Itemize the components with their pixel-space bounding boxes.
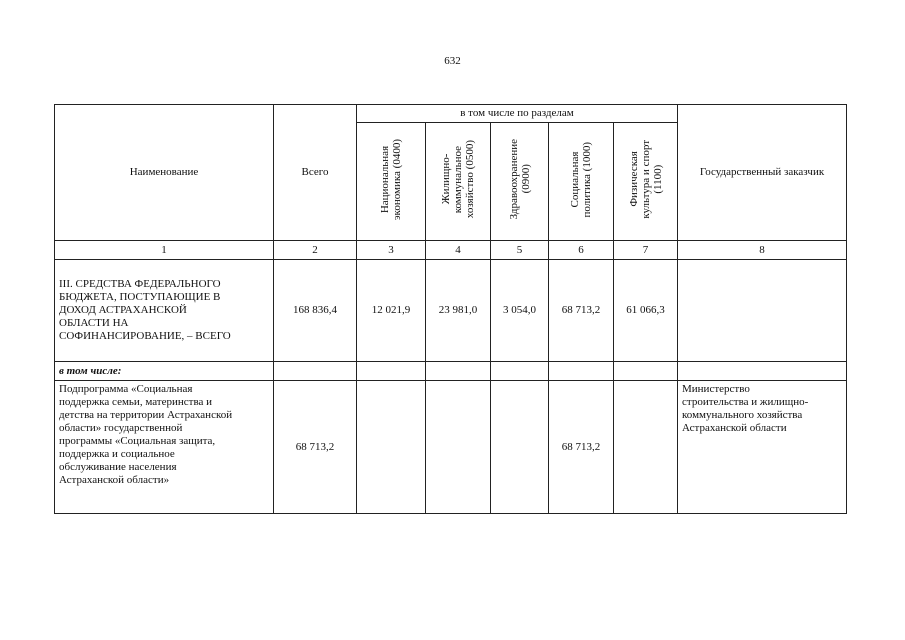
row-value-0400 [357,381,426,514]
row-value-0400: 12 021,9 [357,260,426,362]
row-value-0500 [426,381,491,514]
header-section-0400-label: Национальная экономика (0400) [379,138,403,221]
empty-cell [491,362,549,381]
header-section-0900 [491,123,549,241]
row-value-1100 [614,381,678,514]
page-number: 632 [444,55,461,67]
empty-cell [274,362,357,381]
column-number: 1 [55,241,274,260]
column-number: 6 [549,241,614,260]
header-section-1000-label: Социальная политика (1000) [569,141,593,218]
header-section-1000 [549,123,614,241]
empty-cell [426,362,491,381]
column-number: 5 [491,241,549,260]
row-name: Подпрограмма «Социальная поддержка семьи, материнства и детства на территории Астраханской области» государственной программы «Социальная защита, поддержка и социальное обслуживание населения Астраханской области» [55,381,274,514]
row-value-0900: 3 054,0 [491,260,549,362]
header-section-1100 [614,123,678,241]
column-number-row [55,241,847,260]
header-name: Наименование [55,105,274,241]
header-section-0500 [426,123,491,241]
header-total: Всего [274,105,357,241]
header-section-1100-label: Физическая культура и спорт (1100) [627,140,664,219]
row-total: 168 836,4 [274,260,357,362]
empty-cell [678,362,847,381]
row-customer: Министерство строительства и жилищно- коммунального хозяйства Астраханской области [678,381,847,514]
including-label: в том числе: [55,362,274,381]
column-number: 3 [357,241,426,260]
column-number: 2 [274,241,357,260]
table-row-federal-total [55,260,847,362]
row-customer [678,260,847,362]
header-section-0500-label: Жилищно- коммунальное хозяйство (0500) [440,140,476,219]
row-value-0500: 23 981,0 [426,260,491,362]
table-row-including [55,362,847,381]
column-number: 4 [426,241,491,260]
header-section-0400 [357,123,426,241]
empty-cell [357,362,426,381]
empty-cell [614,362,678,381]
row-total: 68 713,2 [274,381,357,514]
header-section-0900-label: Здравоохранение (0900) [507,139,532,220]
header-customer: Государственный заказчик [678,105,847,241]
row-value-0900 [491,381,549,514]
header-sections-group: в том числе по разделам [357,105,678,123]
row-value-1000: 68 713,2 [549,381,614,514]
budget-table [54,104,847,514]
empty-cell [549,362,614,381]
column-number: 7 [614,241,678,260]
column-number: 8 [678,241,847,260]
table-row-subprogram [55,381,847,514]
row-value-1100: 61 066,3 [614,260,678,362]
row-value-1000: 68 713,2 [549,260,614,362]
row-name: III. СРЕДСТВА ФЕДЕРАЛЬНОГО БЮДЖЕТА, ПОСТУПАЮЩИЕ В ДОХОД АСТРАХАНСКОЙ ОБЛАСТИ НА СОФИНАНСИРОВАНИЕ, – ВСЕГО [55,260,274,362]
